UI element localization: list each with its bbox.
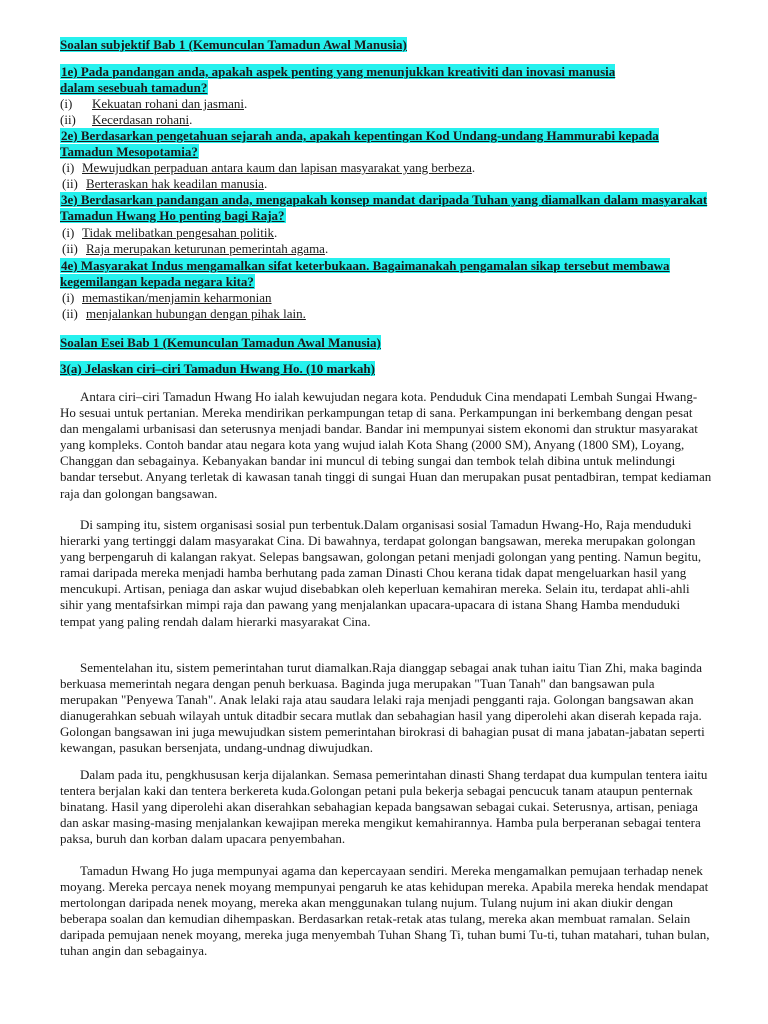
answer-label: (ii)	[62, 241, 78, 256]
answer-end: .	[243, 96, 248, 111]
answer-1-ii	[60, 112, 740, 128]
answer-text: Berteraskan hak keadilan manusia	[86, 176, 264, 191]
section1-title-text: Soalan subjektif Bab 1 (Kemunculan Tamadun Awal Manusia)	[60, 37, 407, 52]
essay-paragraph-5: Tamadun Hwang Ho juga mempunyai agama dan kepercayaan sendiri. Mereka mengamalkan pemujaan terhadap nenek moyang. Mereka percaya nenek moyang mempunyai pengaruh ke atas kehidupan mereka. Apabila mereka hendak mendapat mertolongan daripada nenek moyang, mereka akan menggunakan tulang nujum. Tulang nujum ini akan diukir dengan beberapa soalan dan kemudian dihempaskan. Berdasarkan retak-retak atas tulang, mereka akan membuat ramalan. Selain daripada pemujaan nenek moyang, mereka juga menyembah Tuhan Shang Ti, tuhan bumi Tu-ti, tuhan matahari, tuhan bulan, tuhan angin dan sebagainya.	[60, 863, 710, 959]
essay-paragraph-4: Dalam pada itu, pengkhususan kerja dijalankan. Semasa pemerintahan dinasti Shang terdapat dua kumpulan tentera iaitu tentera berjalan kaki dan tentera berkereta kuda.Golongan petani pula bekerja sebagai pencucuk tanam ataupun penternak binatang. Hasil yang diperolehi akan diserahkan sebahagian kepada bangsawan sebagai cukai. Seterusnya, artisan, peniaga dan askar masing-masing menjalankan kewajipan mereka mengikut kemahirannya. Hamba pula berperanan sebagai tentera paksa, buruh dan korban dalam upacara penyembahan.	[60, 767, 708, 847]
answer-end: .	[471, 160, 476, 175]
answer-4-ii	[60, 306, 740, 322]
answer-4-i	[60, 290, 740, 306]
answer-2-i	[60, 160, 740, 176]
question-3-text: 3e) Berdasarkan pandangan anda, mengapakah konsep mandat daripada Tuhan yang diamalkan dalam masyarakat Tamadun Hwang Ho penting bagi Raja?	[60, 192, 708, 223]
answer-text: Kecerdasan rohani	[92, 112, 190, 127]
essay-paragraph-2: Di samping itu, sistem organisasi sosial pun terbentuk.Dalam organisasi sosial Tamadun Hwang-Ho, Raja menduduki hierarki yang tertinggi dalam masyarakat Cina. Di bawahnya, terdapat golongan bangsawan, mereka merupakan golongan yang berpengaruh di kalangan rakyat. Selepas bangsawan, golongan petani menjadi golongan yang penting. Namun begitu, ramai daripada mereka menjadi hamba berhutang pada zaman Dinasti Chou kerana tidak dapat mengeluarkan hasil yang mencukupi. Artisan, peniaga dan askar wujud disebabkan oleh keperluan kemahiran mereka. Selain itu, terdapat ahli-ahli sihir yang mentafsirkan mimpi raja dan pawang yang menjalankan upacara-upacara di istana Shang Hamba menduduki tempat yang paling rendah dalam hierarki masyarakat Cina.	[60, 517, 702, 629]
answer-3-ii	[60, 241, 740, 257]
answer-label: (ii)	[62, 306, 78, 321]
answer-text: menjalankan hubungan dengan pihak lain.	[86, 306, 306, 321]
answer-text: Raja merupakan keturunan pemerintah agama	[86, 241, 325, 256]
answer-label: (ii)	[60, 112, 76, 127]
answer-text: Tidak melibatkan pengesahan politik	[82, 225, 274, 240]
question-3	[60, 192, 710, 224]
answer-label: (i)	[60, 96, 73, 111]
essay-paragraph-3: Sementelahan itu, sistem pemerintahan turut diamalkan.Raja dianggap sebagai anak tuhan iaitu Tian Zhi, maka baginda berkuasa memerintah negara dengan penuh berkuasa. Baginda juga merupakan "Tuan Tanah" dan bangsawan pula merupakan "Penyewa Tanah". Anak lelaki raja atau saudara lelaki raja menjadi pengganti raja. Golongan bangsawan akan dianugerahkan sebuah wilayah untuk ditadbir secara mutlak dan sebahagian hasil yang diperolehi akan diserah kepada raja. Golongan bangsawan ini juga mewujudkan sistem pemerintahan birokrasi di bahagian pusat di mana jabatan-jabatan seperti kewangan, pasukan bersenjata, undang-undnag diwujudkan.	[60, 660, 705, 756]
section2-title-text: Soalan Esei Bab 1 (Kemunculan Tamadun Awal Manusia)	[60, 335, 381, 350]
answer-label: (i)	[62, 225, 75, 240]
answer-3-i	[60, 225, 740, 241]
answer-label: (i)	[62, 290, 75, 305]
question-4-text: 4e) Masyarakat Indus mengamalkan sifat keterbukaan. Bagaimanakah pengamalan sikap tersebut membawa kegemilangan kepada negara kita?	[60, 258, 670, 289]
answer-end: .	[189, 112, 193, 127]
answer-end: .	[263, 176, 268, 191]
essay-question	[60, 361, 375, 377]
answer-2-ii	[60, 176, 740, 192]
answer-text: Mewujudkan perpaduan antara kaum dan lapisan masyarakat yang berbeza	[82, 160, 472, 175]
section1-title	[60, 37, 407, 53]
essay-question-text: 3(a) Jelaskan ciri–ciri Tamadun Hwang Ho. (10 markah)	[60, 361, 375, 376]
answer-text: memastikan/menjamin keharmonian	[82, 290, 272, 305]
answer-end: .	[324, 241, 329, 256]
answer-label: (i)	[62, 160, 75, 175]
question-2	[60, 128, 710, 160]
essay-paragraph-1: Antara ciri–ciri Tamadun Hwang Ho ialah kewujudan negara kota. Penduduk Cina mendapati Lembah Sungai Hwang-Ho sesuai untuk pertanian. Mereka mendirikan perkampungan tetap di sana. Perkampungan ini berkembang dengan pesat dan mengalami urbanisasi dan seterusnya menjadi bandar. Bandar ini mempunyai sistem ekonomi dan struktur masyarakat yang kompleks. Contoh bandar atau negara kota yang wujud ialah Kota Shang (2000 SM), Anyang (1800 SM), Loyang, Changgan dan sebagainya. Kebanyakan bandar ini muncul di tebing sungai dan tembok telah dibina untuk melindungi bandar tersebut. Anyang terletak di kawasan tanah tinggi di sungai Huan dan merupakan pusat pentadbiran, tempat kediaman raja dan golongan bangsawan.	[60, 389, 712, 501]
question-2-text: 2e) Berdasarkan pengetahuan sejarah anda, apakah kepentingan Kod Undang-undang Hammurabi kepada Tamadun Mesopotamia?	[60, 128, 659, 159]
answer-label: (ii)	[62, 176, 78, 191]
question-1	[60, 64, 620, 96]
answer-1-i	[60, 96, 740, 112]
question-4	[60, 258, 670, 290]
question-1-text: 1e) Pada pandangan anda, apakah aspek penting yang menunjukkan kreativiti dan inovasi manusia dalam sesebuah tamadun?	[60, 64, 616, 95]
answer-end: .	[273, 225, 278, 240]
answer-text: Kekuatan rohani dan jasmani	[92, 96, 244, 111]
section2-title	[60, 335, 381, 351]
